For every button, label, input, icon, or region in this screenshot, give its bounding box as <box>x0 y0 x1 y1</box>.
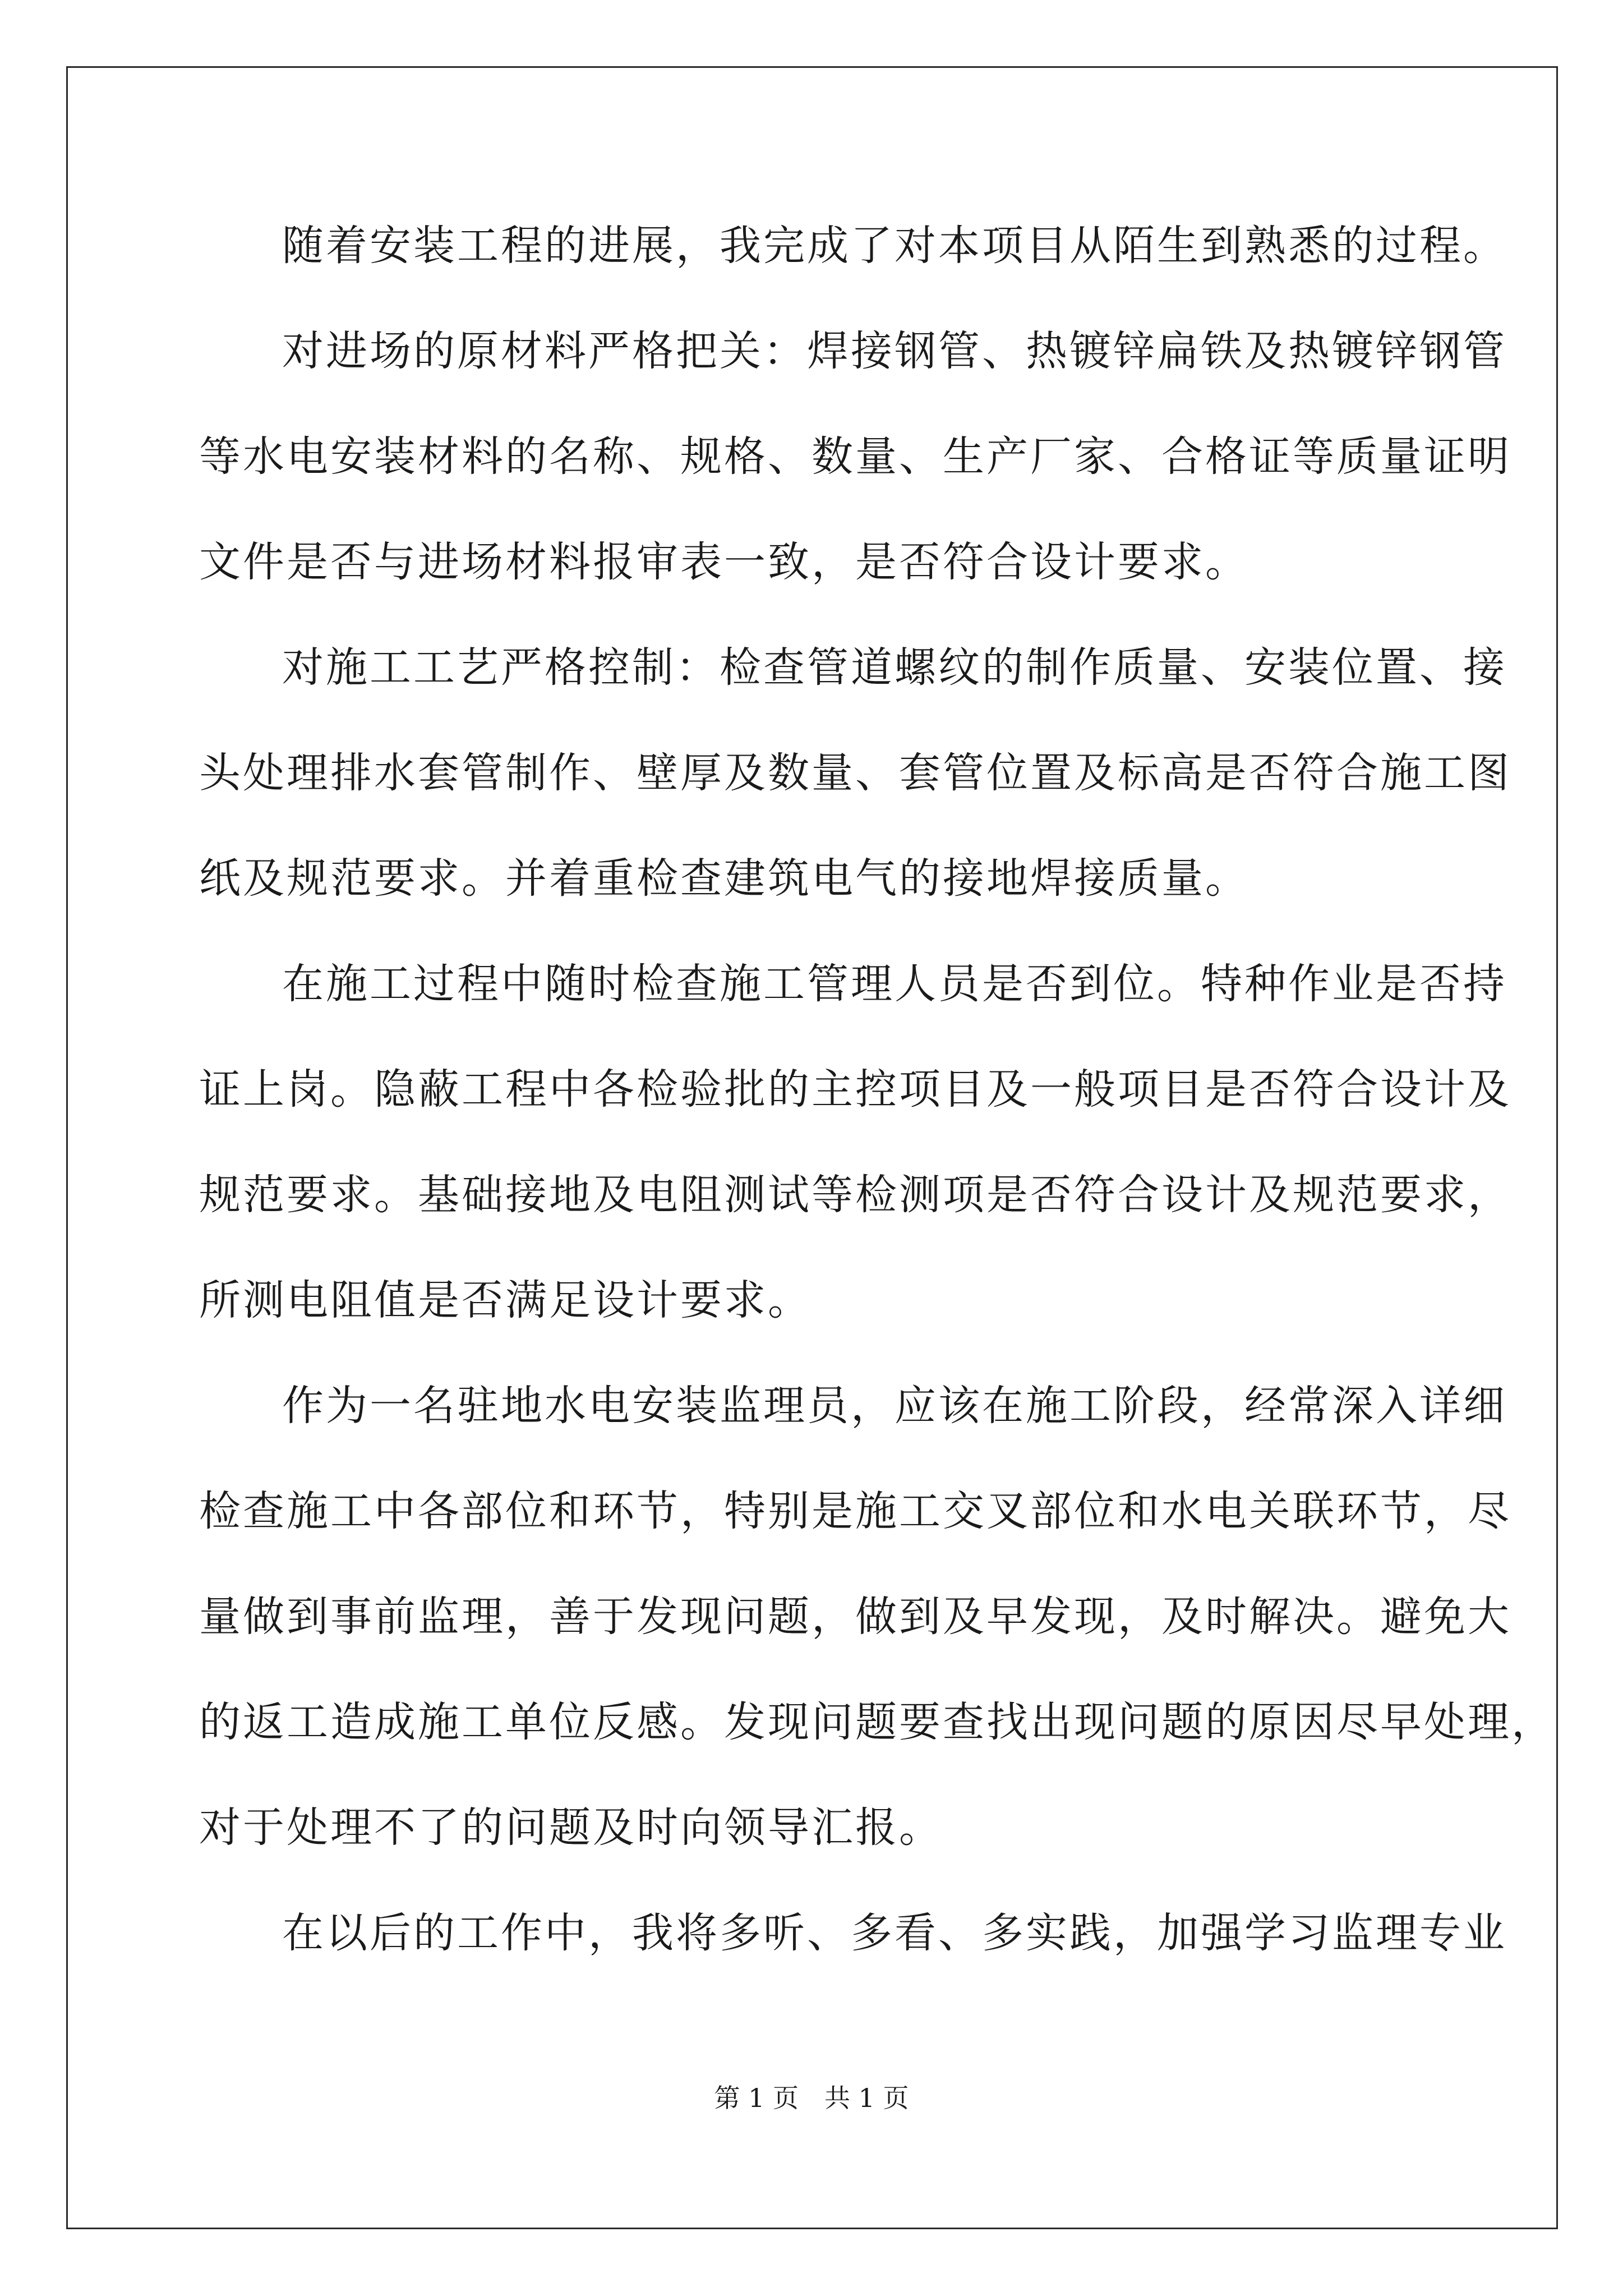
paragraph-4-line-1: 在施工过程中随时检查施工管理人员是否到位。特种作业是否持 <box>282 960 1507 1008</box>
paragraph-4-line-4: 所测电阻值是否满足设计要求。 <box>199 1276 811 1324</box>
paragraph-2-line-1: 对进场的原材料严格把关：焊接钢管、热镀锌扁铁及热镀锌钢管 <box>282 327 1507 375</box>
paragraph-3-line-3: 纸及规范要求。并着重检查建筑电气的接地焊接质量。 <box>199 854 1249 903</box>
paragraph-3-line-1: 对施工工艺严格控制：检查管道螺纹的制作质量、安装位置、接 <box>282 643 1507 692</box>
paragraph-5-line-2: 检查施工中各部位和环节，特别是施工交叉部位和水电关联环节，尽 <box>199 1487 1511 1535</box>
paragraph-4-line-3: 规范要求。基础接地及电阻测试等检测项是否符合设计及规范要求， <box>199 1171 1511 1219</box>
paragraph-4-line-2: 证上岗。隐蔽工程中各检验批的主控项目及一般项目是否符合设计及 <box>199 1065 1511 1114</box>
paragraph-5-line-1: 作为一名驻地水电安装监理员，应该在施工阶段，经常深入详细 <box>282 1382 1507 1430</box>
paragraph-5-line-3: 量做到事前监理，善于发现问题，做到及早发现，及时解决。避免大 <box>199 1593 1511 1641</box>
paragraph-1-line-1: 随着安装工程的进展，我完成了对本项目从陌生到熟悉的过程。 <box>282 222 1507 270</box>
paragraph-5-line-5: 对于处理不了的问题及时向领导汇报。 <box>199 1803 943 1852</box>
paragraph-6-line-1: 在以后的工作中，我将多听、多看、多实践，加强学习监理专业 <box>282 1909 1507 1957</box>
paragraph-2-line-3: 文件是否与进场材料报审表一致，是否符合设计要求。 <box>199 538 1249 586</box>
page-number-footer: 第 1 页 共 1 页 <box>714 2083 909 2113</box>
paragraph-2-line-2: 等水电安装材料的名称、规格、数量、生产厂家、合格证等质量证明 <box>199 432 1511 481</box>
paragraph-3-line-2: 头处理排水套管制作、壁厚及数量、套管位置及标高是否符合施工图 <box>199 749 1511 797</box>
paragraph-5-line-4: 的返工造成施工单位反感。发现问题要查找出现问题的原因尽早处理， <box>199 1698 1555 1746</box>
